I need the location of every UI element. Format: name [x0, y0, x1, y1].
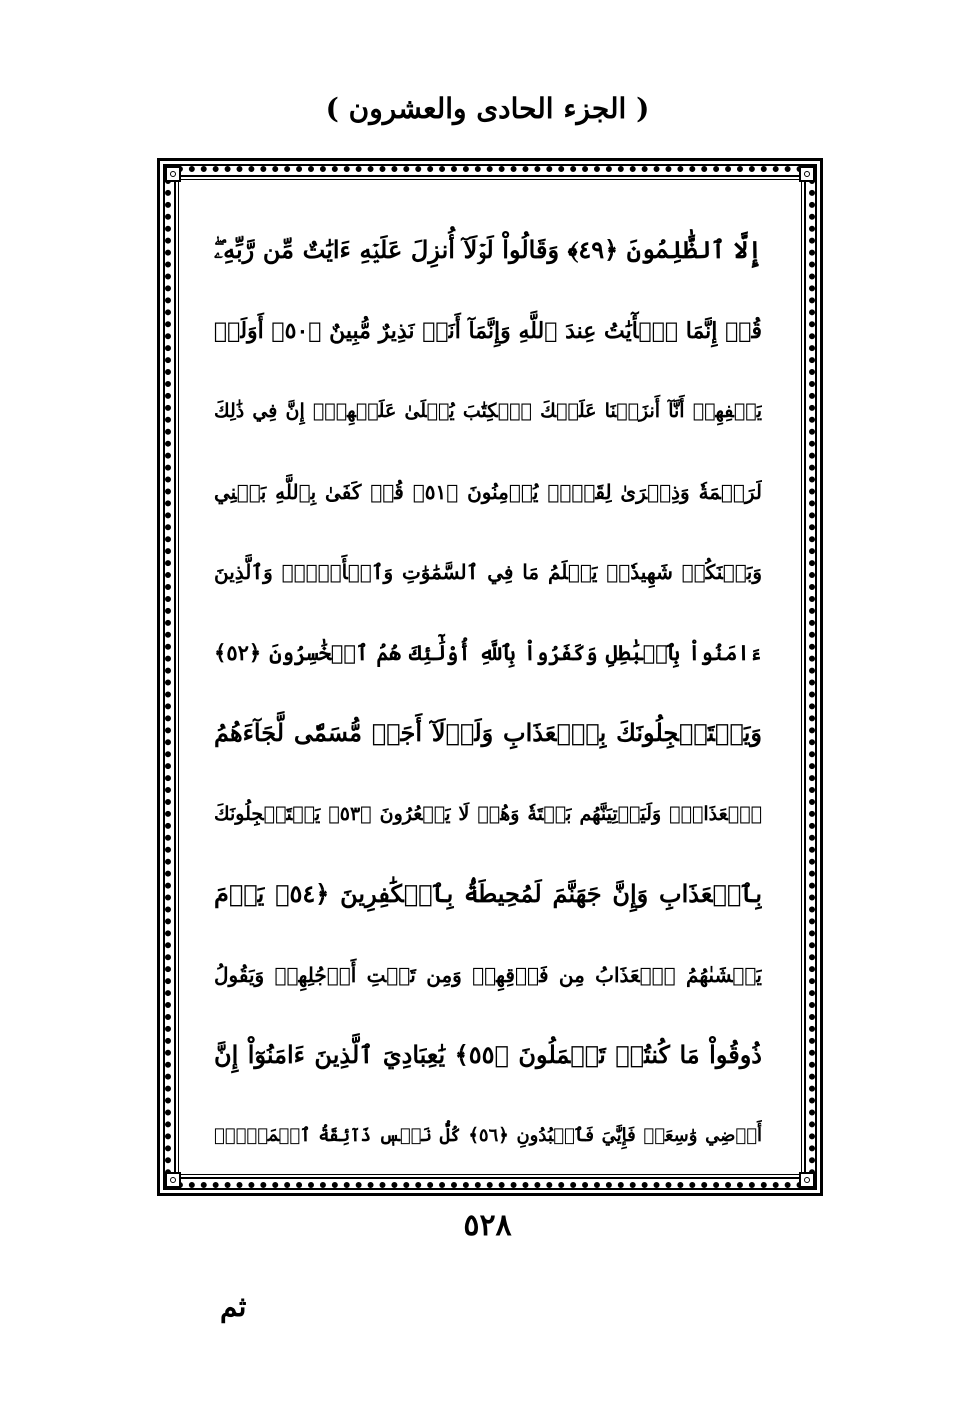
- verse-line: ٱلۡعَذَابُۚ وَلَيَأۡتِيَنَّهُم بَغۡتَةٗ وَهُمۡ لَا يَشۡعُرُونَ ﴿٥٣﴾ يَسۡتَعۡجِلُونَكَ: [214, 802, 762, 825]
- verse-text-block: [214, 210, 762, 1176]
- corner-ornament-icon: [799, 1172, 815, 1188]
- verse-line: وَبَيۡنَكُمۡ شَهِيدٗاۖ يَعۡلَمُ مَا فِي ٱلسَّمَٰوَٰتِ وَٱلۡأَرۡضِۗ وَٱلَّذِينَ: [214, 560, 762, 584]
- verse-line: ءَامَنُواْ بِٱلۡبَٰطِلِ وَكَفَرُواْ بِٱللَّهِ أُوْلَٰٓئِكَ هُمُ ٱلۡخَٰسِرُونَ ﴿٥٢﴾: [214, 639, 762, 665]
- corner-ornament-icon: [165, 1172, 181, 1188]
- verse-line: إِلَّا ٱلظَّٰلِمُونَ ﴿٤٩﴾ وَقَالُواْ لَوۡلَآ أُنزِلَ عَلَيۡهِ ءَايَٰتٌ مِّن رَّبِّهِۦۖ: [214, 235, 762, 264]
- page-number: ٥٢٨: [463, 1208, 512, 1243]
- verse-line: ذُوقُواْ مَا كُنتُمۡ تَعۡمَلُونَ ﴿٥٥﴾ يَٰعِبَادِيَ ٱلَّذِينَ ءَامَنُوٓاْ إِنَّ: [214, 1040, 762, 1069]
- verse-line: يَكۡفِهِمۡ أَنَّآ أَنزَلۡنَا عَلَيۡكَ ٱلۡكِتَٰبَ يُتۡلَىٰ عَلَيۡهِمۡۚ إِنَّ فِي ذَٰلِكَ: [214, 400, 762, 422]
- verse-line: يَغۡشَىٰهُمُ ٱلۡعَذَابُ مِن فَوۡقِهِمۡ وَمِن تَحۡتِ أَرۡجُلِهِمۡ وَيَقُولُ: [214, 962, 762, 987]
- verse-line: وَيَسۡتَعۡجِلُونَكَ بِٱلۡعَذَابِ وَلَوۡلَآ أَجَلٞ مُّسَمّٗى لَّجَآءَهُمُ: [214, 718, 762, 747]
- verse-line: بِٱلۡعَذَابِ وَإِنَّ جَهَنَّمَ لَمُحِيطَةُۢ بِٱلۡكَٰفِرِينَ ﴿٥٤﴾ يَوۡمَ: [214, 879, 762, 908]
- page-header-title: ( الجزء الحادى والعشرون ): [325, 92, 650, 125]
- corner-ornament-icon: [799, 166, 815, 182]
- catchword: ثم: [220, 1290, 247, 1323]
- verse-line: لَرَحۡمَةٗ وَذِكۡرَىٰ لِقَوۡمٖ يُؤۡمِنُونَ ﴿٥١﴾ قُلۡ كَفَىٰ بِٱللَّهِ بَيۡنِي: [214, 479, 762, 504]
- verse-line: قُلۡ إِنَّمَا ٱلۡأٓيَٰتُ عِندَ ٱللَّهِ وَإِنَّمَآ أَنَا۠ نَذِيرٌ مُّبِينٌ ﴿٥٠﴾ أَوَلَمۡ: [214, 317, 762, 344]
- verse-line: أَرۡضِي وَٰسِعَةٞ فَإِيَّٰيَ فَٱعۡبُدُونِ ﴿٥٦﴾ كُلُّ نَفۡسٖ ذَآئِقَةُ ٱلۡمَوۡتِۖ: [214, 1124, 762, 1146]
- corner-ornament-icon: [165, 166, 181, 182]
